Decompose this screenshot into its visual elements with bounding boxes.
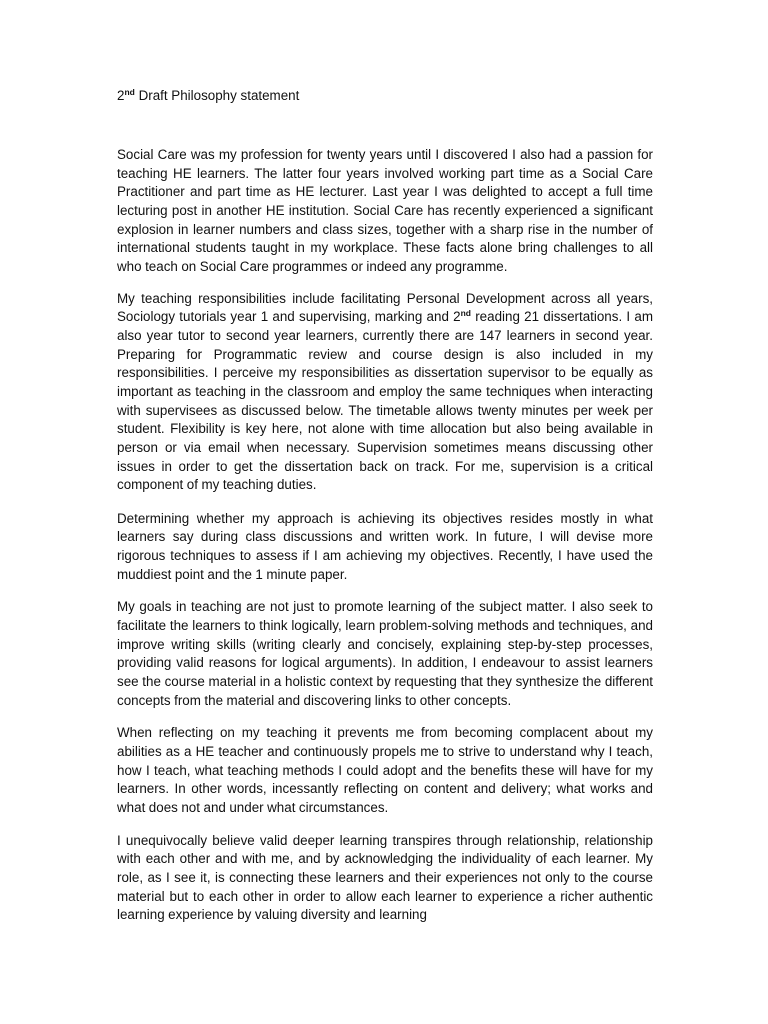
document-body: [117, 146, 653, 925]
paragraph-assessment: Determining whether my approach is achieving its objectives resides mostly in what learners say during class discussions and written work. In future, I will devise more rigorous techniques to assess if I am achieving my objectives. Recently, I have used the muddiest point and the 1 minute paper.: [117, 510, 653, 582]
title-ordinal-superscript: nd: [124, 87, 135, 97]
title-number: 2: [117, 88, 125, 103]
paragraph-reflection: When reflecting on my teaching it prevents me from becoming complacent about my abilities as a HE teacher and continuously propels me to strive to understand why I teach, how I teach, what teaching methods I could adopt and the benefits these will have for my learners. In other words, incessantly reflecting on content and delivery; what works and what does not and under what circumstances.: [117, 725, 653, 815]
paragraph-relationship: I unequivocally believe valid deeper learning transpires through relationship, relationship with each other and with me, and by acknowledging the individuality of each learner. My role, as I see it, is connecting these learners and their experiences not only to the course material but to each other in order to allow each learner to experience a richer authentic learning experience by valuing diversity and learning: [117, 832, 653, 923]
paragraph-goals: My goals in teaching are not just to promote learning of the subject matter. I also seek to facilitate the learners to think logically, learn problem-solving methods and techniques, and improve writing skills (writing clearly and concisely, explaining step-by-step processes, providing valid reasons for logical arguments). In addition, I endeavour to assist learners see the course material in a holistic context by requesting that they synthesize the different concepts from the material and discovering links to other concepts.: [117, 599, 653, 708]
title-text: Draft Philosophy statement: [134, 88, 300, 103]
paragraph-responsibilities-part-2: reading 21 dissertations. I am also year tutor to second year learners, currently there are 147 learners in second year. Preparing for Programmatic review and course design is also included in my responsibilities. I perceive my responsibilities as dissertation supervisor to be equally as important as teaching in the classroom and employ the same techniques when interacting with supervisees as discussed below. The timetable allows twenty minutes per week per student. Flexibility is key here, not alone with time allocation but also being available in person or via email when necessary. Supervision sometimes means discussing other issues in order to get the dissertation back on track. For me, supervision is a critical component of my teaching duties.: [117, 309, 653, 493]
paragraph-background: Social Care was my profession for twenty years until I discovered I also had a passion for teaching HE learners. The latter four years involved working part time as a Social Care Practitioner and part time as HE lecturer. Last year I was delighted to accept a full time lecturing post in another HE institution. Social Care has recently experienced a significant explosion in learner numbers and class sizes, together with a sharp rise in the number of international students taught in my workplace. These facts alone bring challenges to all who teach on Social Care programmes or indeed any programme.: [117, 147, 653, 274]
paragraph-responsibilities: [117, 290, 653, 495]
paragraph-responsibilities-part-1: My teaching responsibilities include facilitating Personal Development across all years, Sociology tutorials year 1 and supervising, marking and 2: [117, 290, 653, 325]
document-title: [117, 87, 299, 105]
paragraph-responsibilities-superscript: nd: [460, 308, 471, 319]
